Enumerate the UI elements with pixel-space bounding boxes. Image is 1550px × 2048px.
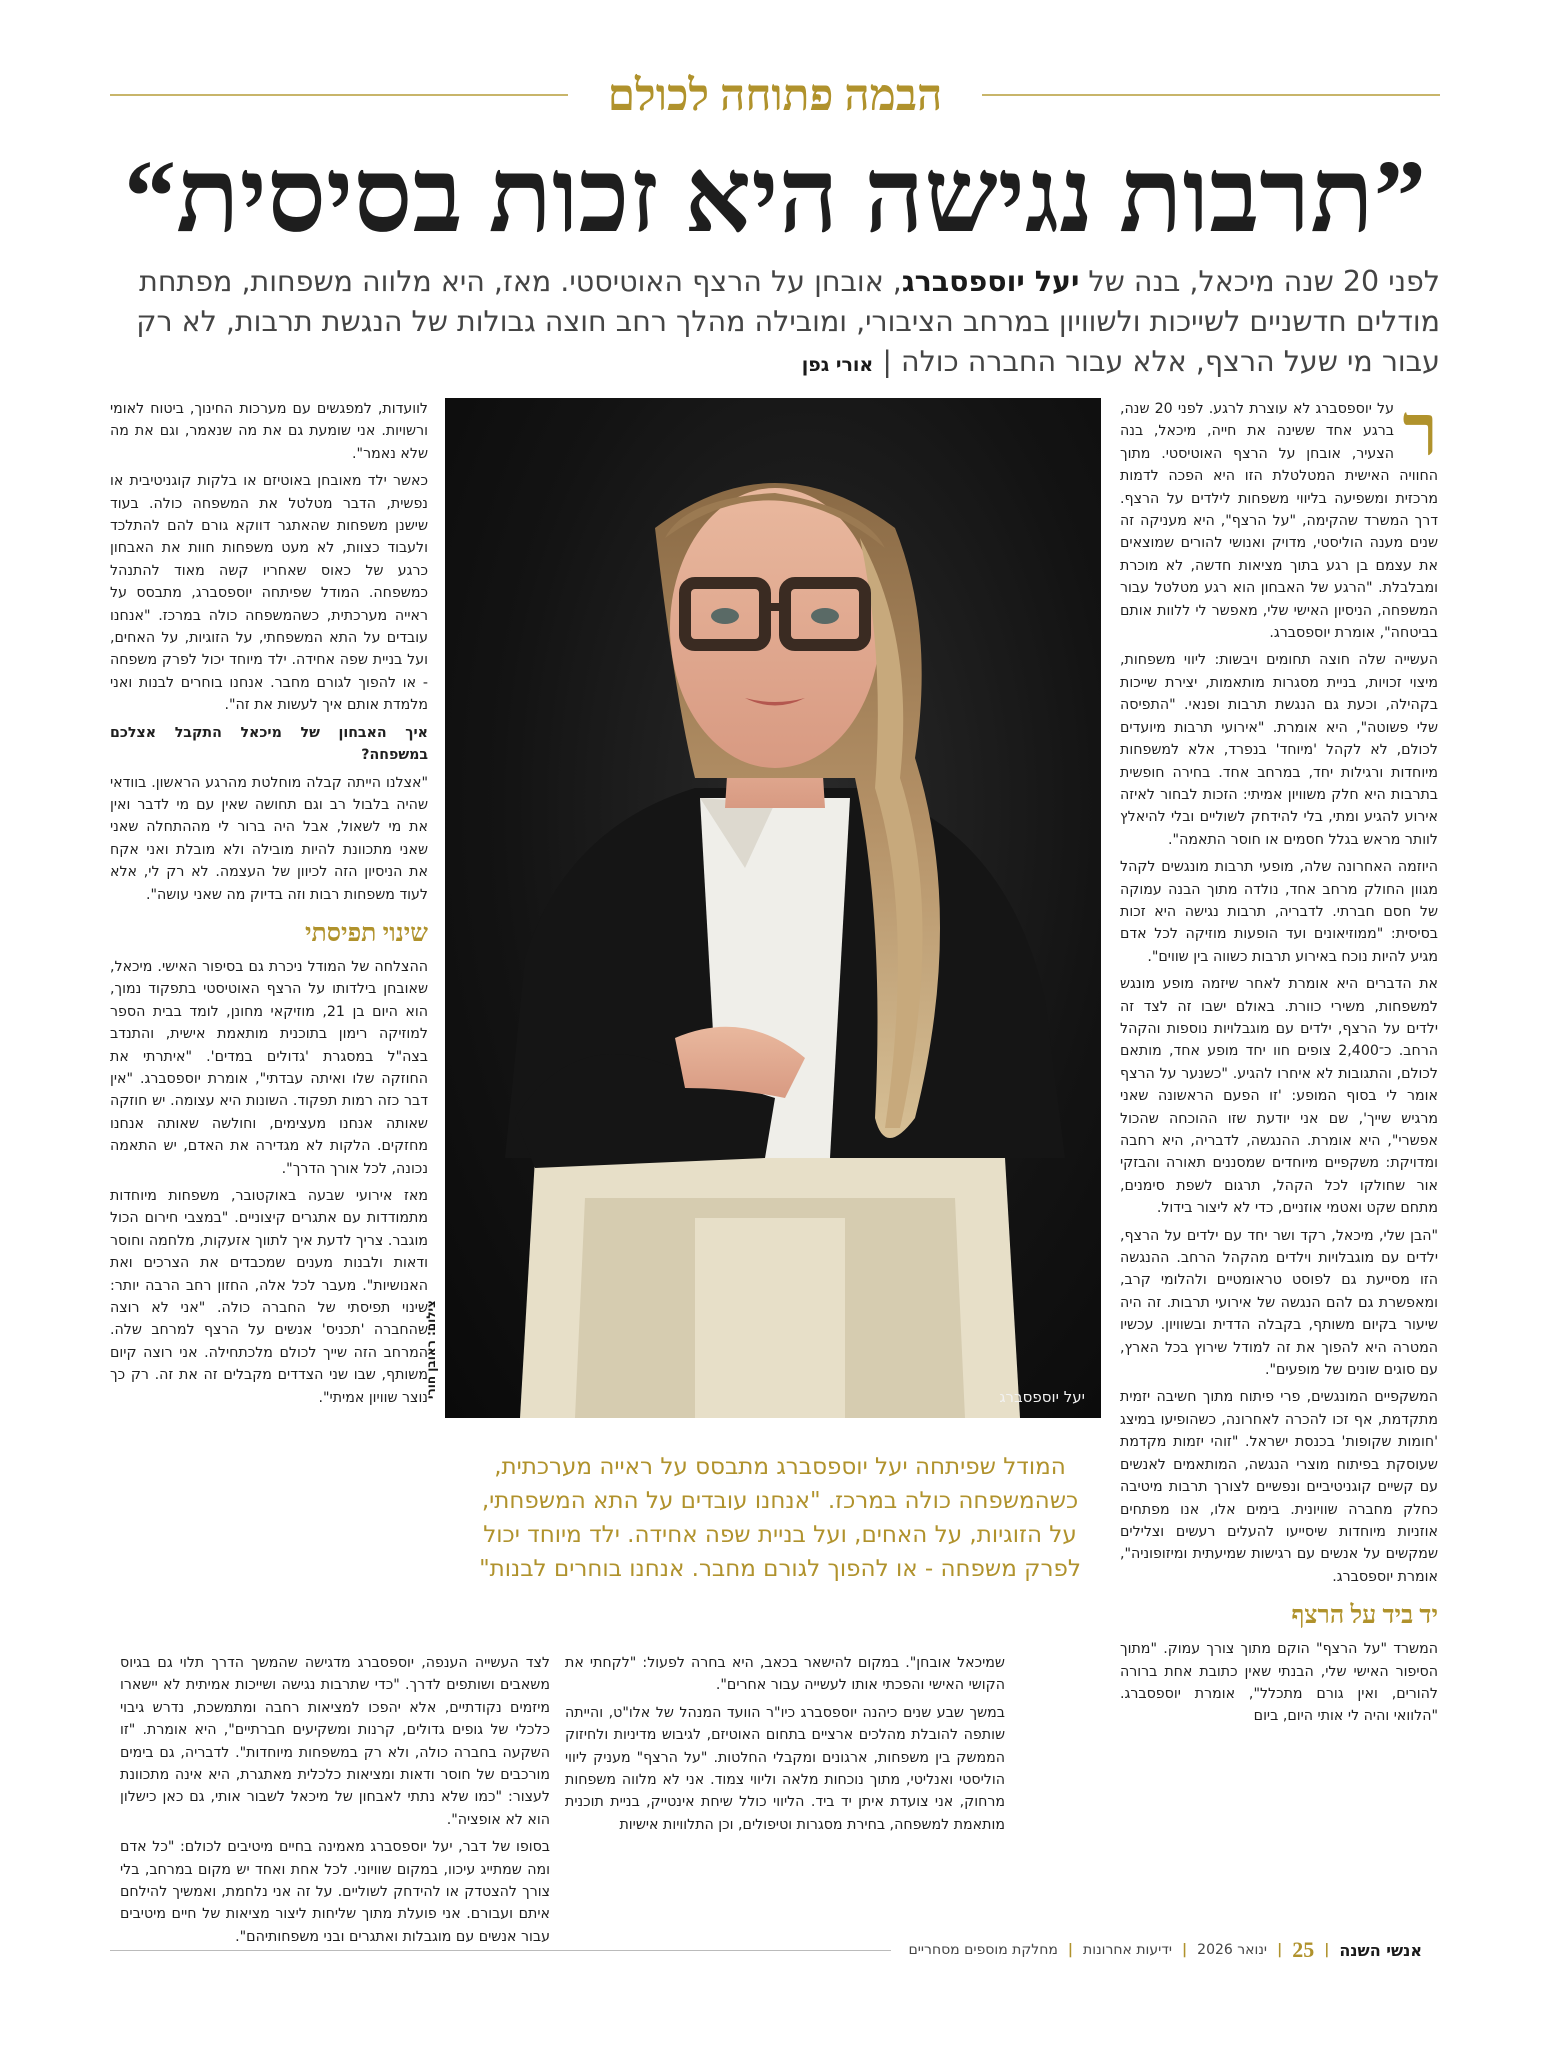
- footer-date: ינואר 2026: [1197, 1942, 1268, 1958]
- paragraph: היוזמה האחרונה שלה, מופעי תרבות מונגשים לקהל מגוון החולק מרחב אחד, נולדה מתוך הבנה עמוקה של חסם חברתי. לדבריה, תרבות נגישה היא זכות בסיסית: "ממוזיאונים ועד הופעות מוזיקה לכל אדם מגיע להיות נוכח באירוע תרבות כשווה בין שווים".: [1120, 859, 1438, 965]
- footer-department: מחלקת מוספים מסחריים: [908, 1942, 1058, 1958]
- paragraph: המשרד "על הרצף" הוקם מתוך צורך עמוק. "מתוך הסיפור האישי שלי, הבנתי שאין כתובת אחת ברורה להורים, ואין גורם מתכלל", אומרת יוספסברג. "הלוואי והיה לי אותי היום, ביום: [1120, 1641, 1438, 1725]
- footer-separator: |: [1182, 1942, 1188, 1958]
- paragraph: המשקפיים המונגשים, פרי פיתוח מתוך חשיבה יזמית מתקדמת, אף זכו להכרה לאחרונה, כשהופיעו במיצג 'חומות שקופות' בכנסת ישראל. "זוהי יזמות מקדמת שעוסקת בפיתוח מוצרי הנגשה, המותאמים לאנשים עם קשיים קוגניטיביים ונפשיים לצורך תרבות מיטיבה כחלק מחברה שוויונית. בימים אלו, אנו מפתחים אוזניות מיוחדות שיסייעו להעלים רעשים וצלילים שמקשים על אנשים עם רגישות שמיעתית ומיזופוניה", אומרת יוספסברג.: [1120, 1389, 1438, 1585]
- footer-separator: |: [1067, 1942, 1074, 1958]
- paragraph: כאשר ילד מאובחן באוטיזם או בלקות קוגניטיבית או נפשית, הדבר מטלטל את המשפחה כולה. בעוד שישנן משפחות שהאתגר דווקא גורם להם להתלכד ולעבוד כצוות, לא מעט משפחות חוות את האבחון כרגע של כאוס שאחריו קשה מאוד להתנהל כמשפחה. המודל שפיתחה יוספסברג, מתבסס על ראייה מערכתית, כשהמשפחה כולה במרכז. "אנחנו עובדים על התא המשפחתי, על הזוגיות, על האחים, ועל בניית שפה אחידה. ילד מיוחד יכול לפרק משפחה - או להפוך לגורם מחבר. אנחנו בוחרים לבנות ואני מלמדת אותם איך לעשות את זה".: [110, 473, 428, 714]
- photo-credit: צילום: ראובן חורי: [424, 1300, 438, 1399]
- deck-part2: , אובחן על הרצף האוטיסטי. מאז, היא מלווה משפחות, מפתחת מודלים חדשניים לשייכות ולשוויון במרחב הציבורי, ומובילה מהלך רחב חוצה גבולות של הנגשת תרבות, לא רק עבור מי שעל הרצף, אלא עבור החברה כולה |: [136, 265, 1440, 378]
- footer-rule: [110, 1950, 891, 1951]
- paragraph: במשך שבע שנים כיהנה יוספסברג כיו"ר הוועד המנהל של אלו"ט, והייתה שותפה להובלת מהלכים ארציים בתחום האוטיזם, לגיבוש מדיניות ולחיזוק הממשק בין משפחות, ארגונים ומקבלי החלטות. "על הרצף" מעניק ליווי הוליסטי ואנליטי, מתוך נוכחות מלאה וליווי צמוד. אני לא מלווה משפחות מרחוק, אני צועדת איתן יד ביד. הליווי כולל שיחת אינטייק, בניית תוכנית מותאמת למשפחה, בחירת מסגרות וטיפולים, וכן התלוויות אישיות: [565, 1704, 1005, 1833]
- paragraph: ההצלחה של המודל ניכרת גם בסיפור האישי. מיכאל, שאובחן בילדותו על הרצף האוטיסטי בתפקוד נמוך, הוא היום בן 21, מוזיקאי מחונן, לומד בבית הספר למוזיקה רימון בתוכנית מותאמת אישית, והתנדב בצה"ל במסגרת 'גדולים במדים'. "איתרתי את החוזקה שלו ואיתה עבדתי", אומרת יוספסברג. "אין דבר כזה רמות תפקוד. השונות היא עצומה. יש חוזקה שאותה אנחנו מעצימים, וחולשה שאותה אנחנו מחזקים. הלקות לא מגדירה את האדם, יש התאמה נכונה, לכל אורך הדרך".: [110, 958, 428, 1177]
- paragraph: שמיכאל אובחן". במקום להישאר בכאב, היא בחרה לפעול: "לקחתי את הקושי האישי והפכתי אותו לעשייה עבור אחרים".: [565, 1655, 1005, 1694]
- article-column-left-lower: [120, 1652, 550, 1953]
- portrait-illustration: [445, 398, 1101, 1418]
- subheading: יד ביד על הרצף: [1291, 1602, 1438, 1630]
- footer-brand: אנשי השנה: [1339, 1940, 1422, 1960]
- article-column-right: [1120, 391, 1438, 1733]
- footer-items: [891, 1937, 1441, 1963]
- portrait-photo: [445, 398, 1101, 1418]
- deck: [110, 262, 1440, 385]
- headline: ”תרבות נגישה היא זכות בסיסית“: [124, 139, 1426, 254]
- section-label: [110, 60, 1440, 130]
- paragraph: את הדברים היא אומרת לאחר שיזמה מופע מונגש למשפחות, משירי כוורת. באולם ישבו זה לצד זה ילדים על הרצף, ילדים עם מוגבלויות נוספות והקהל הרחב. כ־2,400 צופים חוו יחד מופע אחד, מותאם לכולם, והתגובות לא איחרו להגיע. "כשנער על הרצף אומר לי בסוף המופע: 'זו הפעם הראשונה שאני מרגיש שייך', שם אני יודעת שזו ההוכחה שהכול אפשרי", היא אומרת. ההנגשה, לדבריה, היא רחבה ומדויקת: משקפיים מיוחדים שמסננים תאורה והבזקי אור שחולקו לכל הקהל, תרגום לשפת סימנים, מתחם שקט ואטמי אוזניים, כדי לא ליצור בידול.: [1120, 976, 1438, 1217]
- paragraph: "הבן שלי, מיכאל, רקד ושר יחד עם ילדים על הרצף, ילדים עם מוגבלויות וילדים מהקהל הרחב. ההנגשה הזו מסייעת גם לפוסט טראומטיים ולהלומי קרב, ומאפשרת גם להם הנגשה של אירועי תרבות. זה היה שיעור בקיום משותף, בקבלה הדדית ובשוויון. עכשיו המטרה היא להפוך את זה למודל שירוץ בכל הארץ, עם סוגים שונים של מופעים".: [1120, 1227, 1438, 1379]
- paragraph: לצד העשייה הענפה, יוספסברג מדגישה שהמשך הדרך תלוי גם בגיוס משאבים ושותפים לדרך. "כדי שתרבות נגישה ושייכות אמיתית לא יישארו מיזמים נקודתיים, אלא יהפכו למציאות רחבה ומתמשכת, נדרש גיבוי כלכלי של גופים גדולים, קרנות ומשקיעים חברתיים", היא אומרת. "זו השקעה בחברה כולה, ולא רק במשפחות מיוחדות". לדבריה, גם בימים מורכבים של חוסר ודאות ומציאות כלכלית מאתגרת, היא אינה מתכוונת לעצור: "כמו שלא נתתי לאבחון של מיכאל לשבור אותי, גם כאן כישלון הוא לא אופציה".: [120, 1655, 550, 1828]
- pull-quote: המודל שפיתחה יעל יוספסברג מתבסס על ראייה מערכתית, כשהמשפחה כולה במרכז. "אנחנו עובדים על התא המשפחתי, על הזוגיות, על האחים, ועל בניית שפה אחידה. ילד מיוחד יכול לפרק משפחה - או להפוך לגורם מחבר. אנחנו בוחרים לבנות": [479, 1454, 1081, 1582]
- paragraph: על יוספסברג לא עוצרת לרגע. לפני 20 שנה, ברגע אחד ששינה את חייה, מיכאל, בנה הצעיר, אובחן על הרצף האוטיסטי. מתוך החוויה האישית המטלטלת הזו היא הפכה לדמות מרכזית ומשפיעה בליווי משפחות לילדים על הרצף. דרך המשרד שהקימה, "על הרצף", היא מעניקה זה שנים מענה הוליסטי, מדויק ואנושי להורים שמוצאים את עצמם בן רגע בתוך מציאות חדשה, לא מוכרת ומבלבלת. "הרגע של האבחון הוא רגע מטלטל עבור המשפחה, הניסיון האישי שלי, מאפשר לי ללוות אותם בביטחה", אומרת יוספסברג.: [1120, 401, 1438, 642]
- paragraph: לוועדות, למפגשים עם מערכות החינוך, ביטוח לאומי ורשויות. אני שומעת גם את מה שנאמר, וגם את מה שלא נאמר".: [110, 401, 428, 462]
- section-rule-left: [110, 94, 568, 96]
- paragraph: בסופו של דבר, יעל יוספסברג מאמינה בחיים מיטיבים לכולם: "כל אדם ומה שמתייג עיכוו, במקום שוויוני. לכל אחת ואחד יש מקום במרחב, בלי צורך להצטדק או להידחק לשוליים. על זה אני נלחמת, ואמשיך להילחם איתם ועבורם. אני פועלת מתוך שליחות ליצור מציאות של חיים מיטיבים עבור אנשים עם מוגבלות ואתגרים ובני משפחותיהם".: [120, 1839, 550, 1945]
- paragraph: העשייה שלה חוצה תחומים ויבשות: ליווי משפחות, מיצוי זכויות, בניית מסגרות מותאמות, יצירת שייכות בקהילה, וכעת גם הנגשת תרבות ופנאי. "התפיסה שלי פשוטה", היא אומרת. "אירועי תרבות מיועדים לכולם, לא לקהל 'מיוחד' בנפרד, אלא למשפחות מיוחדות ורגילות יחד, במרחב אחד. בחירה חופשית בתרבות היא חלק משוויון אמיתי: הזכות לבחור לאיזה אירוע להגיע ומתי, בלי להידחק לשוליים ובלי להיאלץ לוותר מראש בגלל חסמים או חוסר התאמה".: [1120, 652, 1438, 848]
- dropcap: ר: [1402, 391, 1438, 471]
- byline: אורי גפן: [801, 354, 874, 376]
- footer-separator: |: [1324, 1942, 1330, 1958]
- deck-part1: לפני 20 שנה מיכאל, בנה של: [1079, 265, 1440, 298]
- page-footer: [110, 1936, 1440, 1964]
- deck-name: יעל יוספסברג: [901, 265, 1080, 298]
- article-column-middle: [565, 1652, 1005, 1841]
- interview-answer: "אצלנו הייתה קבלה מוחלטת מהרגע הראשון. בוודאי שהיה בלבול רב וגם תחושה שאין עם מי לדבר ואין את מי לשאול, אבל היה ברור לי מההתחלה שאני שאני מתכוונת להיות מובילה ולא מובלת ואני אקח את הניסיון הזה לכיוון של העצמה. לא רק לי, אלא לעוד משפחות רבות וזה בדיוק מה שאני עושה".: [110, 774, 428, 903]
- article-column-left: [110, 398, 428, 1414]
- footer-separator: |: [1277, 1942, 1283, 1958]
- footer-publication: ידיעות אחרונות: [1083, 1942, 1173, 1958]
- paragraph: מאז אירועי שבעה באוקטובר, משפחות מיוחדות מתמודדות עם אתגרים קיצוניים. "במצבי חירום הכול מוגבר. צריך לדעת איך לתווך אזעקות, מלחמה וחוסר ודאות ולבנות מענים שמכבדים את הצרכים ואת האנושיות". מעבר לכל אלה, החזון רחב הרבה יותר: שינוי תפיסתי של החברה כולה. "אני לא רוצה שהחברה 'תכניס' אנשים על הרצף למרחב שלה. המרחב הזה שייך לכולם מלכתחילה. אני רוצה קיום משותף, שבו שני הצדדים מקבלים זה את זה. רק כך נוצר שוויון אמיתי".: [110, 1188, 428, 1406]
- section-rule-right: [982, 94, 1440, 96]
- photo-caption: יעל יוספסברג: [999, 1388, 1085, 1406]
- section-label-text: הבמה פתוחה לכולם: [607, 70, 943, 120]
- subheading: שינוי תפיסתי: [304, 919, 428, 947]
- page-number: 25: [1292, 1937, 1315, 1962]
- interview-question: איך האבחון של מיכאל התקבל אצלכם במשפחה?: [110, 724, 428, 764]
